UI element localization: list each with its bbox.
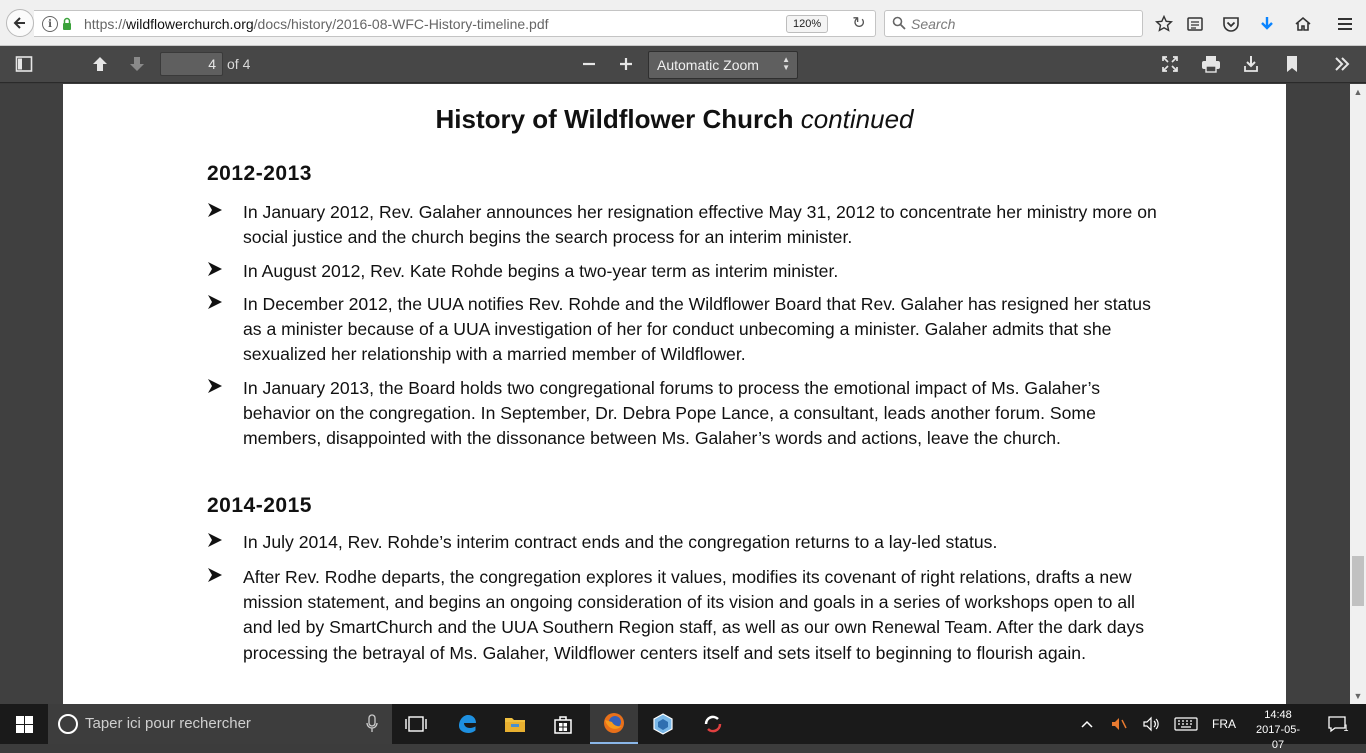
document-title (63, 104, 1286, 135)
print-icon[interactable] (1198, 52, 1224, 76)
virtualbox-icon[interactable] (639, 704, 687, 744)
bullet-text: In July 2014, Rev. Rohde’s interim contract ends and the congregation returns to a lay-led status. (243, 532, 998, 552)
arrow-left-icon (12, 15, 28, 31)
pdf-page (63, 84, 1286, 704)
taskbar-search[interactable] (48, 704, 392, 744)
arrowhead-bullet-icon (207, 261, 223, 277)
save-download-icon[interactable] (1238, 52, 1264, 76)
app-icon[interactable] (689, 704, 737, 744)
url-path: /docs/history/2016-08-WFC-History-timeline.pdf (253, 16, 549, 32)
windows-logo-icon (16, 716, 33, 733)
menu-icon[interactable] (1334, 13, 1356, 35)
zoom-in-icon[interactable] (613, 52, 639, 76)
search-bar[interactable] (884, 10, 1143, 37)
bullet-text: In December 2012, the UUA notifies Rev. Rohde and the Wildflower Board that Rev. Galaher has resigned her status as a minister because of a UUA investigation of her for conduct unbecoming a minister. Galaher admits that she sexualized her relationship with a married member of Wildflower. (243, 294, 1151, 365)
url-host: wildflowerchurch.org (126, 16, 254, 32)
arrowhead-bullet-icon (207, 378, 223, 394)
warning-icon[interactable] (1106, 704, 1132, 744)
bullet-text: In January 2012, Rev. Galaher announces her resignation effective May 31, 2012 to concentrate her ministry more on social justice and the church begins the search process for an interim minister. (243, 202, 1157, 248)
sidebar-toggle-icon[interactable] (11, 52, 37, 76)
clock[interactable] (1250, 708, 1306, 753)
edge-icon[interactable] (443, 704, 491, 744)
title-main: History of Wildflower Church (435, 104, 794, 134)
section-year: 2014-2015 (207, 494, 312, 517)
search-placeholder: Search (911, 16, 956, 32)
section-year: 2012-2013 (207, 162, 312, 185)
arrowhead-bullet-icon (207, 294, 223, 310)
next-page-icon[interactable] (124, 52, 150, 76)
back-button[interactable] (6, 9, 34, 37)
page-number-input[interactable]: 4 (160, 52, 223, 76)
file-explorer-icon[interactable] (491, 704, 539, 744)
firefox-icon[interactable] (590, 704, 638, 744)
start-button[interactable] (0, 704, 48, 744)
clock-date: 2017-05-07 (1255, 724, 1301, 751)
url-text[interactable] (84, 16, 549, 32)
page-count-label: of 4 (227, 56, 251, 72)
url-scheme: https:// (84, 16, 127, 32)
zoom-select[interactable] (648, 51, 798, 79)
zoom-out-icon[interactable] (576, 52, 602, 76)
taskbar (0, 704, 1366, 751)
title-suffix: continued (800, 104, 914, 134)
vertical-scrollbar[interactable] (1350, 84, 1366, 704)
tray-chevron-icon[interactable] (1076, 704, 1098, 744)
bookmark-star-icon[interactable] (1153, 13, 1175, 35)
previous-page-icon[interactable] (87, 52, 113, 76)
bullet-text: In August 2012, Rev. Kate Rohde begins a two-year term as interim minister. (243, 261, 839, 281)
zoom-select-value: Automatic Zoom (657, 57, 759, 73)
notification-count: 1 (1343, 723, 1349, 733)
pdf-viewer[interactable] (0, 84, 1350, 704)
info-icon[interactable]: i (42, 16, 58, 32)
scrollbar-thumb[interactable] (1352, 556, 1364, 606)
scroll-down-icon[interactable]: ▼ (1353, 691, 1363, 701)
bullet-text: In January 2013, the Board holds two congregational forums to process the emotional impact of Ms. Galaher’s behavior on the congregation. In September, Dr. Debra Pope Lance, a consultant, leads another forum. Some members, disappointed with the dissonance between Ms. Galaher’s words and actions, leave the church. (243, 378, 1101, 449)
keyboard-icon[interactable] (1170, 704, 1202, 744)
select-arrows-icon: ▲ ▼ (782, 55, 790, 72)
reading-list-icon[interactable] (1184, 13, 1206, 35)
arrowhead-bullet-icon (207, 202, 223, 218)
bullet-text: After Rev. Rodhe departs, the congregation explores it values, modifies its covenant of right relations, drafts a new mission statement, and begins an ongoing consideration of its vision and goals in a series of workshops open to all and led by SmartChurch and the UUA Southern Region staff, as well as our own Renewal Team. After the dark days processing the betrayal of Ms. Galaher, Wildflower centers itself and sets itself to beginning to flourish again. (243, 567, 1145, 663)
presentation-mode-icon[interactable] (1157, 52, 1183, 76)
task-view-icon[interactable] (392, 704, 440, 744)
arrowhead-bullet-icon (207, 532, 223, 548)
browser-navbar (0, 0, 1366, 46)
home-icon[interactable] (1292, 13, 1314, 35)
clock-time: 14:48 (1264, 709, 1292, 721)
bookmark-icon[interactable] (1279, 52, 1305, 76)
store-icon[interactable] (539, 704, 587, 744)
notifications-button[interactable] (1318, 704, 1358, 744)
pocket-icon[interactable] (1220, 13, 1242, 35)
lock-icon[interactable] (62, 17, 72, 31)
microphone-icon[interactable] (366, 714, 378, 734)
language-indicator[interactable]: FRA (1212, 717, 1236, 731)
url-bar[interactable] (34, 10, 876, 37)
reload-icon[interactable]: ↻ (852, 15, 866, 32)
arrowhead-bullet-icon (207, 567, 223, 583)
tools-icon[interactable] (1329, 52, 1355, 76)
download-icon[interactable] (1256, 13, 1278, 35)
cortana-icon (58, 714, 78, 734)
zoom-badge[interactable]: 120% (786, 15, 828, 33)
search-icon (892, 16, 906, 30)
taskbar-search-placeholder: Taper ici pour rechercher (85, 715, 251, 732)
volume-icon[interactable] (1138, 704, 1164, 744)
scroll-up-icon[interactable]: ▲ (1353, 87, 1363, 97)
